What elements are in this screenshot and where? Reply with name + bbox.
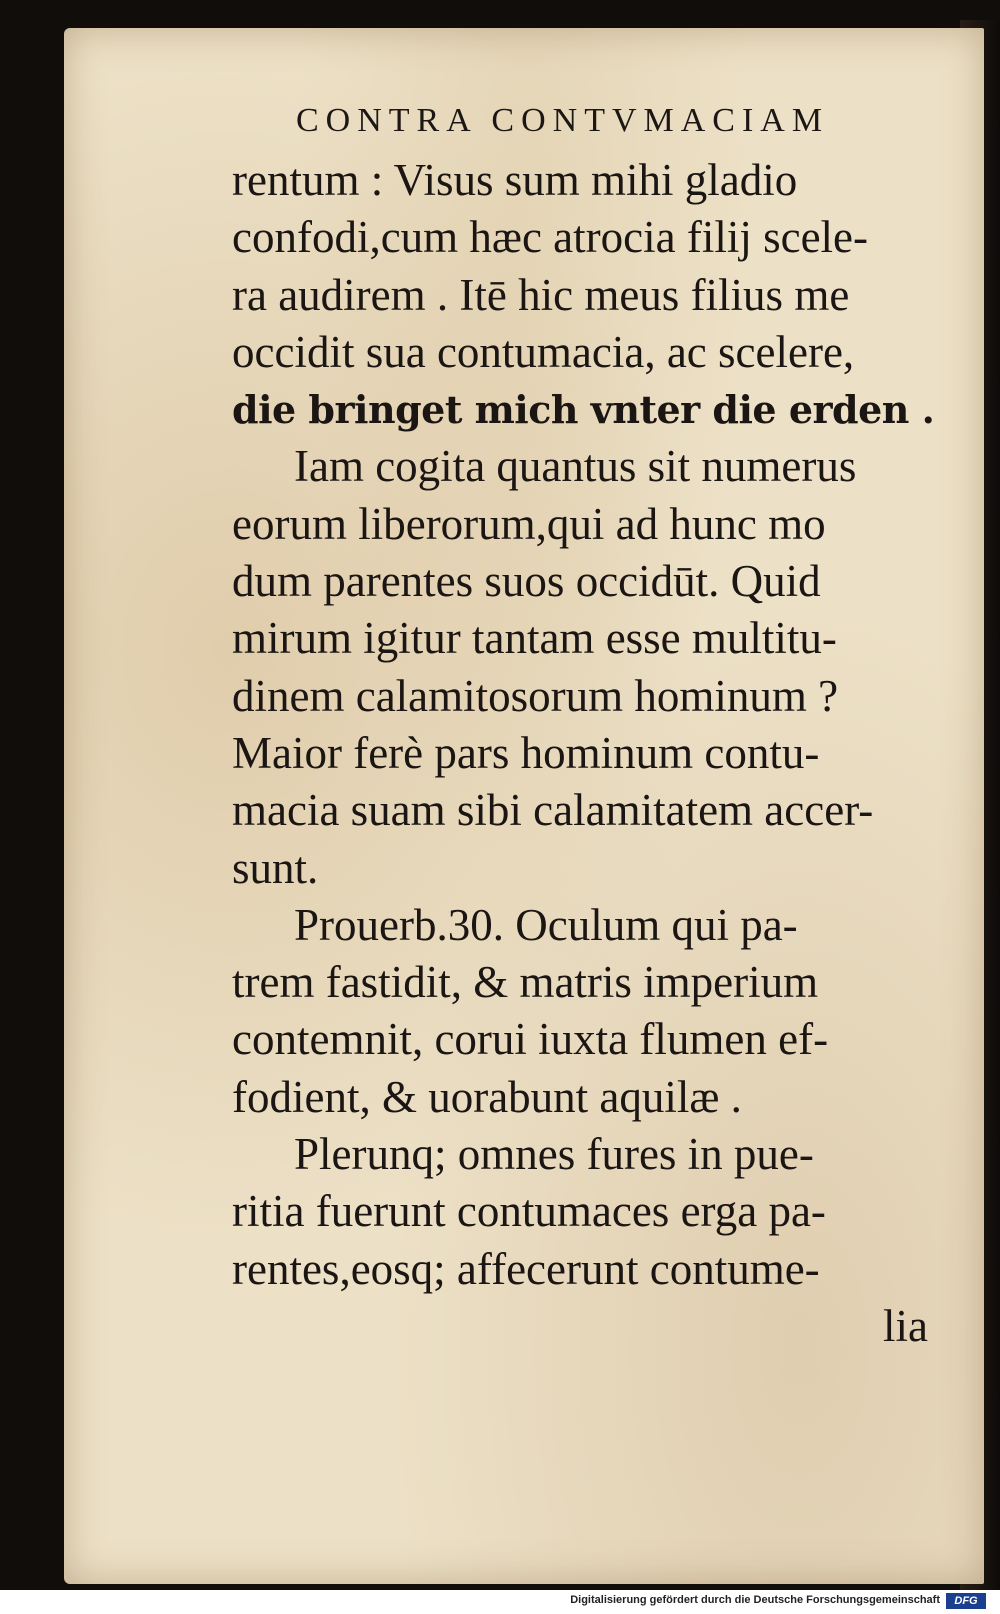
running-head: CONTRA CONTVMACIAM [296, 102, 830, 139]
footer-bar [0, 1590, 1000, 1614]
text-line: rentum : Visus sum mihi gladio [232, 155, 798, 205]
text-line: mirum igitur tantam esse multitu- [232, 613, 837, 664]
paragraph-start-line: Iam cogita quantus sit numerus [294, 441, 857, 492]
text-line: dum parentes suos occidūt. Quid [232, 556, 821, 607]
text-line: confodi,cum hæc atrocia filij scele- [232, 212, 868, 263]
text-line: macia suam sibi calamitatem accer- [232, 785, 874, 836]
text-line: trem fastidit, & matris imperium [232, 957, 819, 1008]
dfg-logo-icon: DFG [946, 1593, 986, 1609]
text-line: sunt. [232, 842, 319, 893]
text-line: fodient, & uorabunt aquilæ . [232, 1071, 742, 1122]
paragraph-start-line: Prouerb.30. Oculum qui pa- [294, 899, 798, 950]
text-line: ra audirem . Itē hic meus filius me [232, 269, 850, 320]
text-line: contemnit, corui iuxta flumen ef- [232, 1014, 829, 1065]
text-line: Maior ferè pars hominum contu- [232, 727, 820, 778]
german-gloss-line: die bringet mich vnter die erden . [232, 387, 935, 433]
text-line: dinem calamitosorum hominum ? [232, 670, 839, 721]
funding-credit: Digitalisierung gefördert durch die Deutsche Forschungsgemeinschaft [570, 1594, 940, 1606]
text-line: ritia fuerunt contumaces erga pa- [232, 1186, 826, 1237]
paragraph-start-line: Plerunq; omnes fures in pue- [294, 1129, 814, 1180]
catchword: lia [883, 1300, 928, 1351]
text-block [232, 152, 962, 1355]
text-line: rentes,eosq; affecerunt contume- [232, 1243, 820, 1294]
text-line: occidit sua contumacia, ac scelere, [232, 326, 855, 377]
text-line: eorum liberorum,qui ad hunc mo [232, 498, 826, 549]
